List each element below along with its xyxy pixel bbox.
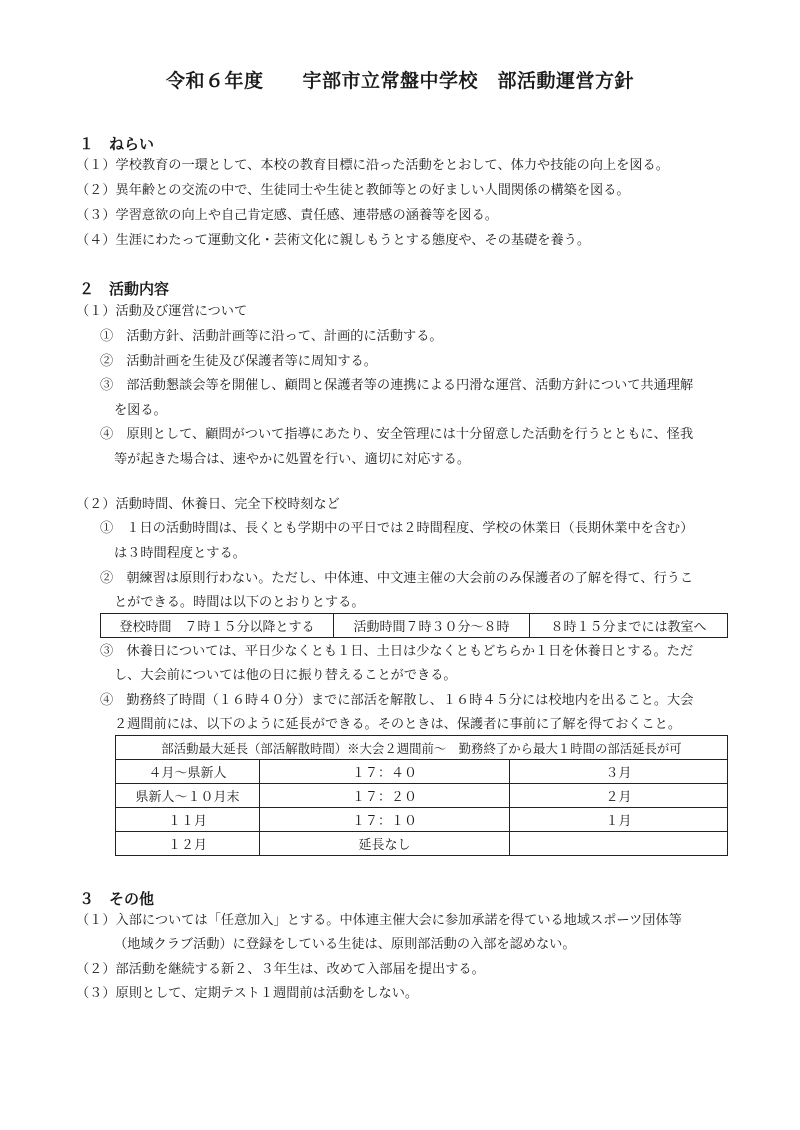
s2-sub1-title: （１）活動及び運営について bbox=[76, 304, 248, 319]
s2-sub2-line: ① １日の活動時間は、長くとも学期中の平日では２時間程度、学校の休業日（長期休業中を含む） bbox=[100, 521, 694, 536]
table-cell: １１月 bbox=[116, 808, 260, 832]
section-3-heading: ３ その他 bbox=[79, 890, 155, 908]
morning-practice-table bbox=[100, 613, 728, 638]
morning-table-cell: 登校時間 ７時１５分以降とする bbox=[101, 614, 334, 638]
table-cell: ４月～県新人 bbox=[116, 760, 260, 784]
table-cell: 延長なし bbox=[260, 832, 510, 856]
s3-line: （１）入部については「任意加入」とする。中体連主催大会に参加承諾を得ている地域スポーツ団体等 bbox=[76, 913, 682, 928]
morning-table-cell: ８時１５分までには教室へ bbox=[530, 614, 728, 638]
morning-table-cell: 活動時間７時３０分～８時 bbox=[334, 614, 530, 638]
s2-sub2-line: ③ 休養日については、平日少なくとも１日、土日は少なくともどちらか１日を休養日とする。ただ bbox=[100, 644, 694, 659]
table-cell: １月 bbox=[510, 808, 728, 832]
extension-table-header: 部活動最大延長（部活解散時間）※大会２週間前～ 勤務終了から最大１時間の部活延長が可 bbox=[116, 736, 728, 760]
table-cell: １７：１０ bbox=[260, 808, 510, 832]
s1-item-2: （２）異年齢との交流の中で、生徒同士や生徒と教師等との好ましい人間関係の構築を図る。 bbox=[76, 183, 630, 198]
s2-sub2-line: ２週間前には、以下のように延長ができる。そのときは、保護者に事前に了解を得ておくこと。 bbox=[114, 717, 682, 732]
table-row bbox=[116, 784, 728, 808]
table-cell: １２月 bbox=[116, 832, 260, 856]
s2-sub2-line: とができる。時間は以下のとおりとする。 bbox=[114, 595, 365, 610]
s1-item-1: （１）学校教育の一環として、本校の教育目標に沿った活動をとおして、体力や技能の向上を図る。 bbox=[76, 158, 669, 173]
s2-sub2-line: ② 朝練習は原則行わない。ただし、中体連、中文連主催の大会前のみ保護者の了解を得て、行うこ bbox=[100, 571, 694, 586]
s1-item-3: （３）学習意欲の向上や自己肯定感、責任感、連帯感の涵養等を図る。 bbox=[76, 208, 498, 223]
s2-sub2-title: （２）活動時間、休養日、完全下校時刻など bbox=[76, 497, 340, 512]
s3-line: （地域クラブ活動）に登録をしている生徒は、原則部活動の入部を認めない。 bbox=[114, 937, 576, 952]
table-cell: １７：４０ bbox=[260, 760, 510, 784]
document-title: 令和６年度 宇部市立常盤中学校 部活動運営方針 bbox=[165, 70, 634, 92]
section-1-heading: １ ねらい bbox=[79, 135, 155, 153]
s2-sub1-line: ③ 部活動懇談会等を開催し、顧問と保護者等の連携による円滑な運営、活動方針について共通理解 bbox=[100, 378, 694, 393]
s2-sub2-line: ④ 勤務終了時間（１６時４０分）までに部活を解散し、１６時４５分には校地内を出ること。大会 bbox=[100, 693, 694, 708]
s2-sub1-line: ④ 原則として、顧問がついて指導にあたり、安全管理には十分留意した活動を行うとともに、怪我 bbox=[100, 427, 694, 442]
s2-sub2-line: し、大会前については他の日に振り替えることができる。 bbox=[114, 668, 457, 683]
s3-line: （２）部活動を継続する新２、３年生は、改めて入部届を提出する。 bbox=[76, 962, 485, 977]
s3-line: （３）原則として、定期テスト１週間前は活動をしない。 bbox=[76, 986, 419, 1001]
table-cell: ２月 bbox=[510, 784, 728, 808]
s2-sub2-line: は３時間程度とする。 bbox=[114, 546, 246, 561]
table-row bbox=[116, 832, 728, 856]
table-cell: ３月 bbox=[510, 760, 728, 784]
table-cell: 県新人～１０月末 bbox=[116, 784, 260, 808]
table-row bbox=[116, 760, 728, 784]
s2-sub1-line: ① 活動方針、活動計画等に沿って、計画的に活動する。 bbox=[100, 329, 443, 344]
s2-sub1-line: を図る。 bbox=[114, 403, 167, 418]
s1-item-4: （４）生涯にわたって運動文化・芸術文化に親しもうとする態度や、その基礎を養う。 bbox=[76, 233, 591, 248]
extension-table bbox=[115, 735, 728, 856]
table-row bbox=[116, 808, 728, 832]
section-2-heading: ２ 活動内容 bbox=[79, 280, 170, 298]
s2-sub1-line: ② 活動計画を生徒及び保護者等に周知する。 bbox=[100, 354, 377, 369]
s2-sub1-line: 等が起きた場合は、速やかに処置を行い、適切に対応する。 bbox=[114, 452, 471, 467]
table-cell: １７：２０ bbox=[260, 784, 510, 808]
table-cell bbox=[510, 832, 728, 856]
